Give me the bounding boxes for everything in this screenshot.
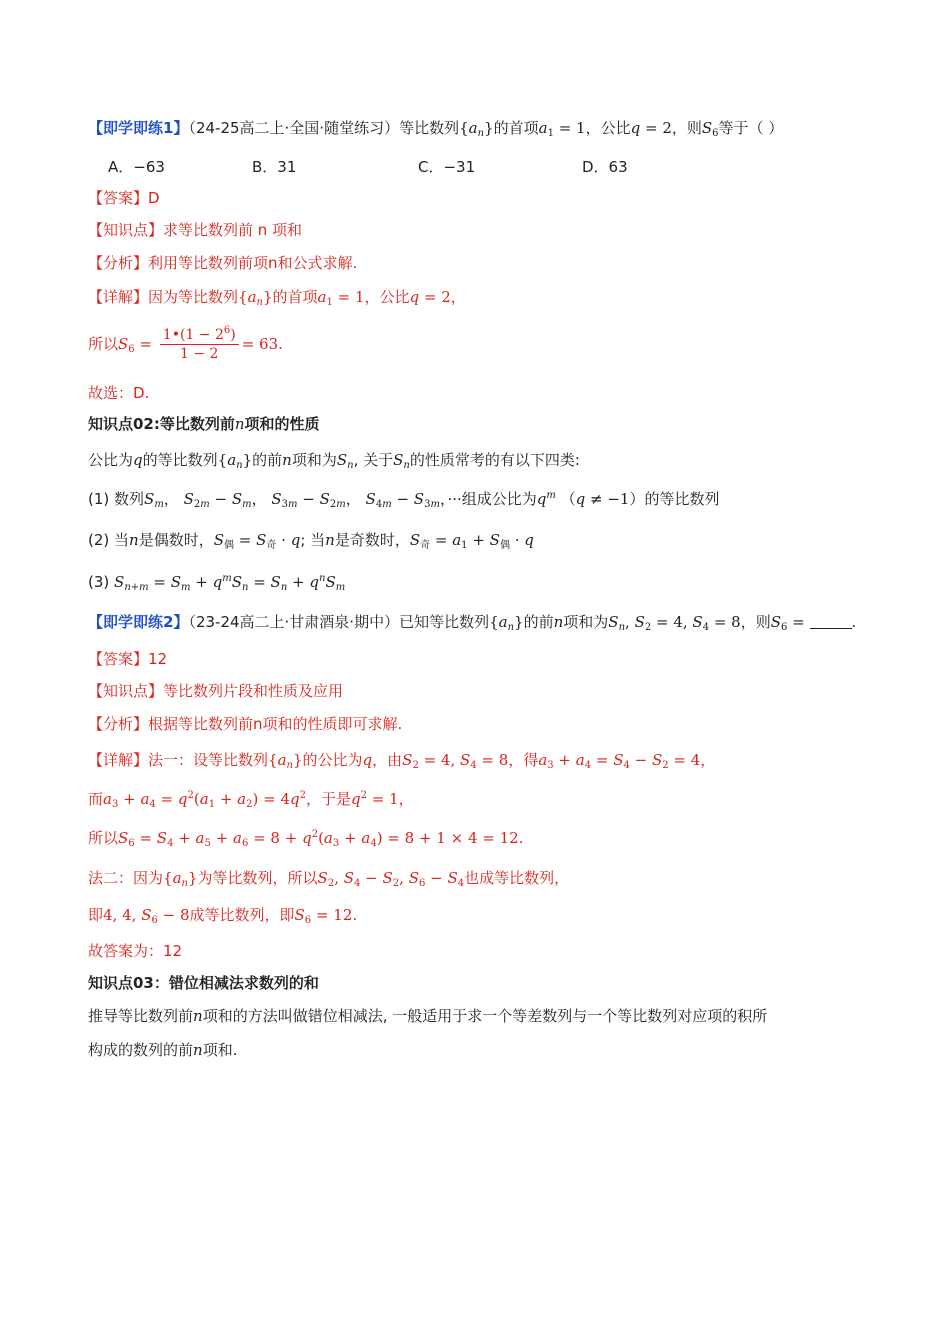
ex2-question: 【即学即练2】（23-24高二上·甘肃酒泉·期中）已知等比数列$\{a_n\}$的前n项和为$S_n$, $S_2 = 4$, $S_4 = 8$，则$S_6$ = . xyxy=(88,613,857,633)
kp3-title: 知识点03：错位相减法求数列的和 xyxy=(88,974,319,992)
ex2-method-2: 法二：因为$\{a_n\}$为等比数列，所以$S_2$, $S_4 - S_2$, $S_6 - S_4$也成等比数列， xyxy=(88,869,570,889)
kp2-property-2: (2) 当n是偶数时，$S_偶 = S_奇 \cdot q$; 当n是奇数时，$S_奇 = a_1 + S_偶 \cdot q$ xyxy=(88,531,534,551)
kp3-body-1: 推导等比数列前n项和的方法叫做错位相减法, 一般适用于求一个等差数列与一个等比数列对应项的积所 xyxy=(88,1007,768,1025)
ex1-fraction: $\frac{1•(1 - 2^6)}{1 - 2}$ xyxy=(160,326,239,363)
ex2-analysis: 【分析】根据等比数列前n项和的性质即可求解. xyxy=(88,715,403,733)
answer-blank xyxy=(810,614,852,629)
ex2-knowledge: 【知识点】等比数列片段和性质及应用 xyxy=(88,682,344,700)
ex1-knowledge: 【知识点】求等比数列前 n 项和 xyxy=(88,221,303,239)
kp3-body-2: 构成的数列的前n项和. xyxy=(88,1041,238,1059)
ex1-analysis: 【分析】利用等比数列前项n和公式求解. xyxy=(88,254,358,272)
kp2-intro: 公比为q的等比数列$\{a_n\}$的前n项和为$S_n$, 关于$S_n$的性质常考的有以下四类: xyxy=(88,451,580,471)
ex1-tag: 【即学即练1】 xyxy=(88,119,189,137)
ex2-detail-3: 所以$S_6 = S_4 + a_5 + a_6 = 8 + q^2(a_3 + a_4) = 8 + 1 \times 4 = 12$. xyxy=(88,829,524,849)
ex1-option-c: C．−31 xyxy=(418,158,476,176)
ex2-detail-2: 而$a_3 + a_4 = q^2(a_1 + a_2) = 4q^2$，于是$q^2 = 1$， xyxy=(88,790,414,810)
kp2-property-1: (1) 数列$S_m$， $S_{2m} - S_m$， $S_{3m} - S_{2m}$， $S_{4m} - S_{3m}$，···组成公比为$q^m$ （q ≠ −1）的等比数列 xyxy=(88,490,720,510)
ex1-detail: 【详解】因为等比数列$\{a_n\}$的首项$a_1 = 1$，公比q = 2， xyxy=(88,288,466,308)
ex1-option-d: D．63 xyxy=(582,158,628,176)
ex2-tag: 【即学即练2】 xyxy=(88,613,189,631)
ex2-source: （23-24高二上·甘肃酒泉·期中） xyxy=(188,613,400,631)
kp2-property-3: (3) $S_{n+m} = S_m + q^mS_n = S_n + q^nS_m$ xyxy=(88,573,346,593)
ex2-answer: 【答案】12 xyxy=(88,650,168,668)
kp2-title: 知识点02:等比数列前n项和的性质 xyxy=(88,415,320,433)
ex1-option-b: B．31 xyxy=(252,158,297,176)
ex1-question: 【即学即练1】（24-25高二上·全国·随堂练习）等比数列$\{a_n\}$的首项$a_1 = 1$，公比q = 2，则$S_6$等于（ ） xyxy=(88,119,784,139)
ex1-option-a: A．−63 xyxy=(108,158,165,176)
ex1-answer: 【答案】D xyxy=(88,189,160,207)
ex2-final: 故答案为：12 xyxy=(88,942,183,960)
ex2-method-2-result: 即4, 4, $S_6 - 8$成等比数列，即$S_6 = 12$. xyxy=(88,906,358,926)
ex1-formula: 所以$S_6$ = $\frac{1•(1 - 2^6)}{1 - 2}$ = 63. xyxy=(88,325,283,362)
ex2-detail-1: 【详解】法一：设等比数列$\{a_n\}$的公比为q，由$S_2 = 4$, $S_4 = 8$，得$a_3 + a_4 = S_4 - S_2 = 4$， xyxy=(88,751,716,771)
ex1-source: （24-25高二上·全国·随堂练习） xyxy=(188,119,400,137)
ex1-choice: 故选：D. xyxy=(88,384,150,402)
